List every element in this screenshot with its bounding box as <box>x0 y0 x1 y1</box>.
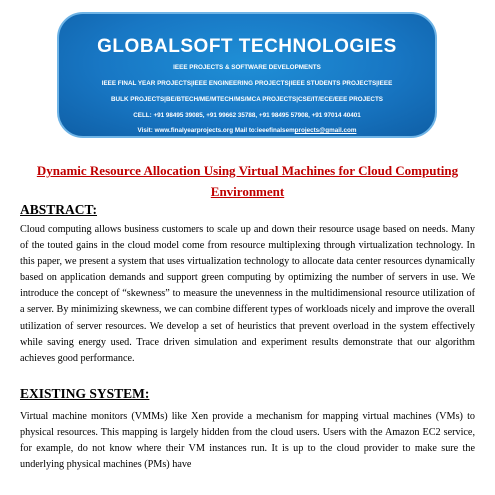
abstract-heading: ABSTRACT: <box>20 202 98 217</box>
existing-system-paragraph: Virtual machine monitors (VMMs) like Xen provide a mechanism for mapping virtual machines (VMs) to physical resources. This mapping is largely hidden from the cloud users. Users with the Amazon EC2 service, for example, do not know where their VM instances run. It is up to the cloud provider to make sure the underlying physical machines (PMs) have <box>20 411 475 471</box>
banner-contact-line <box>59 127 435 134</box>
paper-title: Dynamic Resource Allocation Using Virtual Machines for Cloud Computing Environment <box>36 163 459 199</box>
banner-website-mail: Visit: www.finalyearprojects.org Mail to:ieeefinalsem <box>137 127 295 134</box>
banner-projects-line: IEEE FINAL YEAR PROJECTS|IEEE ENGINEERING PROJECTS|IEEE STUDENTS PROJECTS|IEEE <box>101 80 393 87</box>
banner-phone-line: CELL: +91 98495 39085, +91 99662 35788, +91 98495 57908, +91 97014 40401 <box>133 112 361 119</box>
company-name: GLOBALSOFT TECHNOLOGIES <box>97 36 397 57</box>
abstract-paragraph: Cloud computing allows business customers to scale up and down their resource usage based on needs. Many of the touted gains in the cloud model come from resource multiplexing through virtualization technology. In this paper, we present a system that uses virtualization technology to allocate data center resources dynamically based on application demands and support green computing by optimizing the number of servers in use. We introduce the concept of “skewness” to measure the unevenness in the multidimensional resource utilization of a server. By minimizing skewness, we can combine different types of workloads nicely and improve the overall utilization of server resources. We develop a set of heuristics that prevent overload in the system effectively while saving energy used. Trace driven simulation and experiment results demonstrate that our algorithm achieves good performance. <box>20 224 475 364</box>
banner-mail-link[interactable]: projects@gmail.com <box>294 127 357 134</box>
banner-bulk-projects-line: BULK PROJECTS|BE/BTECH/ME/MTECH/MS/MCA PROJECTS|CSE/IT/ECE/EEE PROJECTS <box>111 96 383 103</box>
existing-system-heading: EXISTING SYSTEM: <box>20 386 150 401</box>
banner-tagline: IEEE PROJECTS & SOFTWARE DEVELOPMENTS <box>173 64 321 71</box>
company-banner <box>57 12 437 138</box>
